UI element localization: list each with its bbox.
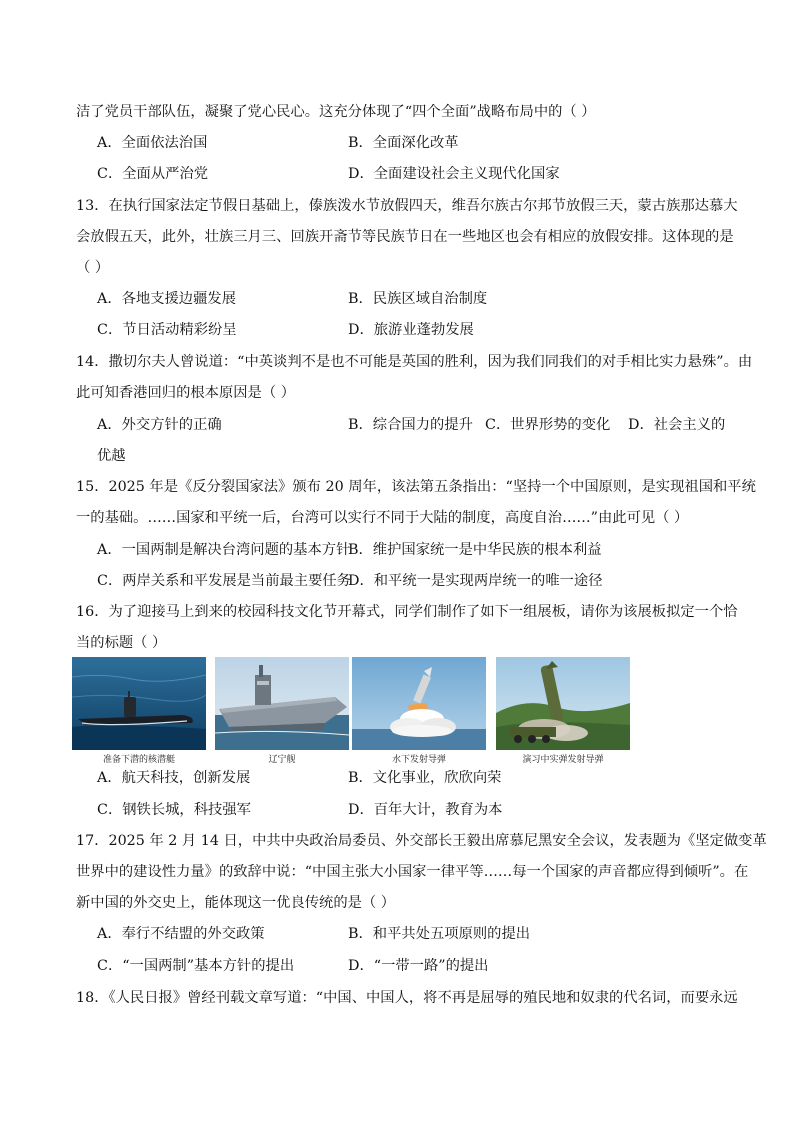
q16-stem-1: 16．为了迎接马上到来的校园科技文化节开幕式，同学们制作了如下一组展板，请你为该展板拟定一个恰 [76, 604, 738, 620]
q15-stem-2: 一的基础。……国家和平统一后，台湾可以实行不同于大陆的制度，高度自治……”由此可见（ ） [76, 510, 689, 526]
q18-stem-1: 18．《人民日报》曾经刊载文章写道：“中国、中国人，将不再是屈辱的殖民地和奴隶的代名词，而要永远 [76, 990, 738, 1006]
missile-launcher-image [496, 657, 630, 750]
photo-caption: 辽宁舰 [268, 755, 296, 765]
q13-option-c: C．节日活动精彩纷呈 [97, 322, 237, 338]
q14-stem-1: 14．撒切尔夫人曾说道：“中英谈判不是也不可能是英国的胜利，因为我们同我们的对手相比实力悬殊”。由 [76, 354, 753, 370]
q17-stem-3: 新中国的外交史上，能体现这一优良传统的是（ ） [76, 895, 396, 911]
photo-caption: 准备下潜的核潜艇 [102, 755, 175, 765]
q14-option-c: C．世界形势的变化 [485, 417, 611, 433]
q16-option-d: D．百年大计，教育为本 [348, 802, 503, 818]
q17-stem-1: 17．2025 年 2 月 14 日，中共中央政治局委员、外交部长王毅出席慕尼黑安全会议，发表题为《坚定做变革 [76, 833, 767, 849]
q12-stem-tail: 洁了党员干部队伍，凝聚了党心民心。这充分体现了“四个全面”战略布局中的（ ） [76, 104, 596, 120]
q15-option-d: D．和平统一是实现两岸统一的唯一途径 [348, 573, 603, 589]
q16-option-b: B．文化事业，欣欣向荣 [348, 770, 502, 786]
q15-option-b: B．维护国家统一是中华民族的根本利益 [348, 542, 602, 558]
q16-option-c: C．钢铁长城，科技强军 [97, 802, 251, 818]
q14-option-b: B．综合国力的提升 [348, 417, 473, 433]
q13-stem-3: （ ） [76, 260, 110, 276]
q16-stem-2: 当的标题（ ） [76, 635, 167, 651]
underwater-missile-launch-photo [352, 657, 486, 750]
q17-option-a: A．奉行不结盟的外交政策 [97, 926, 265, 942]
q15-option-c: C．两岸关系和平发展是当前最主要任务 [97, 573, 351, 589]
q12-option-d: D．全面建设社会主义现代化国家 [348, 166, 560, 182]
q17-option-b: B．和平共处五项原则的提出 [348, 926, 531, 942]
q16-photo-strip [72, 657, 632, 767]
q15-stem-1: 15．2025 年是《反分裂国家法》颁布 20 周年，该法第五条指出：“坚持一个中国原则，是实现祖国和平统 [76, 479, 756, 495]
q17-stem-2: 世界中的建设性力量》的致辞中说：“中国主张大小国家一律平等……每一个国家的声音都应得到倾听”。在 [76, 864, 749, 880]
q17-option-d: D．“一带一路”的提出 [348, 958, 489, 974]
aircraft-carrier-photo [215, 657, 349, 750]
q14-option-d: D．社会主义的 [628, 417, 726, 433]
q17-option-c: C．“一国两制”基本方针的提出 [97, 958, 295, 974]
q13-option-a: A．各地支援边疆发展 [97, 291, 236, 307]
q13-stem-1: 13．在执行国家法定节假日基础上，傣族泼水节放假四天，维吾尔族古尔邦节放假三天，蒙古族那达慕大 [76, 198, 738, 214]
q13-option-b: B．民族区域自治制度 [348, 291, 488, 307]
submarine-image [72, 657, 206, 750]
q14-option-a: A．外交方针的正确 [97, 417, 222, 433]
q14-option-d-continued: 优越 [97, 448, 126, 464]
missile-launch-image [352, 657, 486, 750]
q13-stem-2: 会放假五天，此外，壮族三月三、回族开斋节等民族节日在一些地区也会有相应的放假安排。这体现的是 [76, 229, 734, 245]
q12-option-c: C．全面从严治党 [97, 166, 209, 182]
exercise-missile-launch-photo [496, 657, 630, 750]
aircraft-carrier-image [215, 657, 349, 750]
q12-option-b: B．全面深化改革 [348, 135, 459, 151]
q16-option-a: A．航天科技，创新发展 [97, 770, 251, 786]
photo-caption: 水下发射导弹 [391, 755, 446, 765]
photo-caption: 演习中实弹发射导弹 [522, 755, 604, 765]
q13-option-d: D．旅游业蓬勃发展 [348, 322, 474, 338]
submarine-photo [72, 657, 206, 750]
q12-option-a: A．全面依法治国 [97, 135, 208, 151]
q14-stem-2: 此可知香港回归的根本原因是（ ） [76, 385, 295, 401]
q15-option-a: A．一国两制是解决台湾问题的基本方针 [97, 542, 351, 558]
